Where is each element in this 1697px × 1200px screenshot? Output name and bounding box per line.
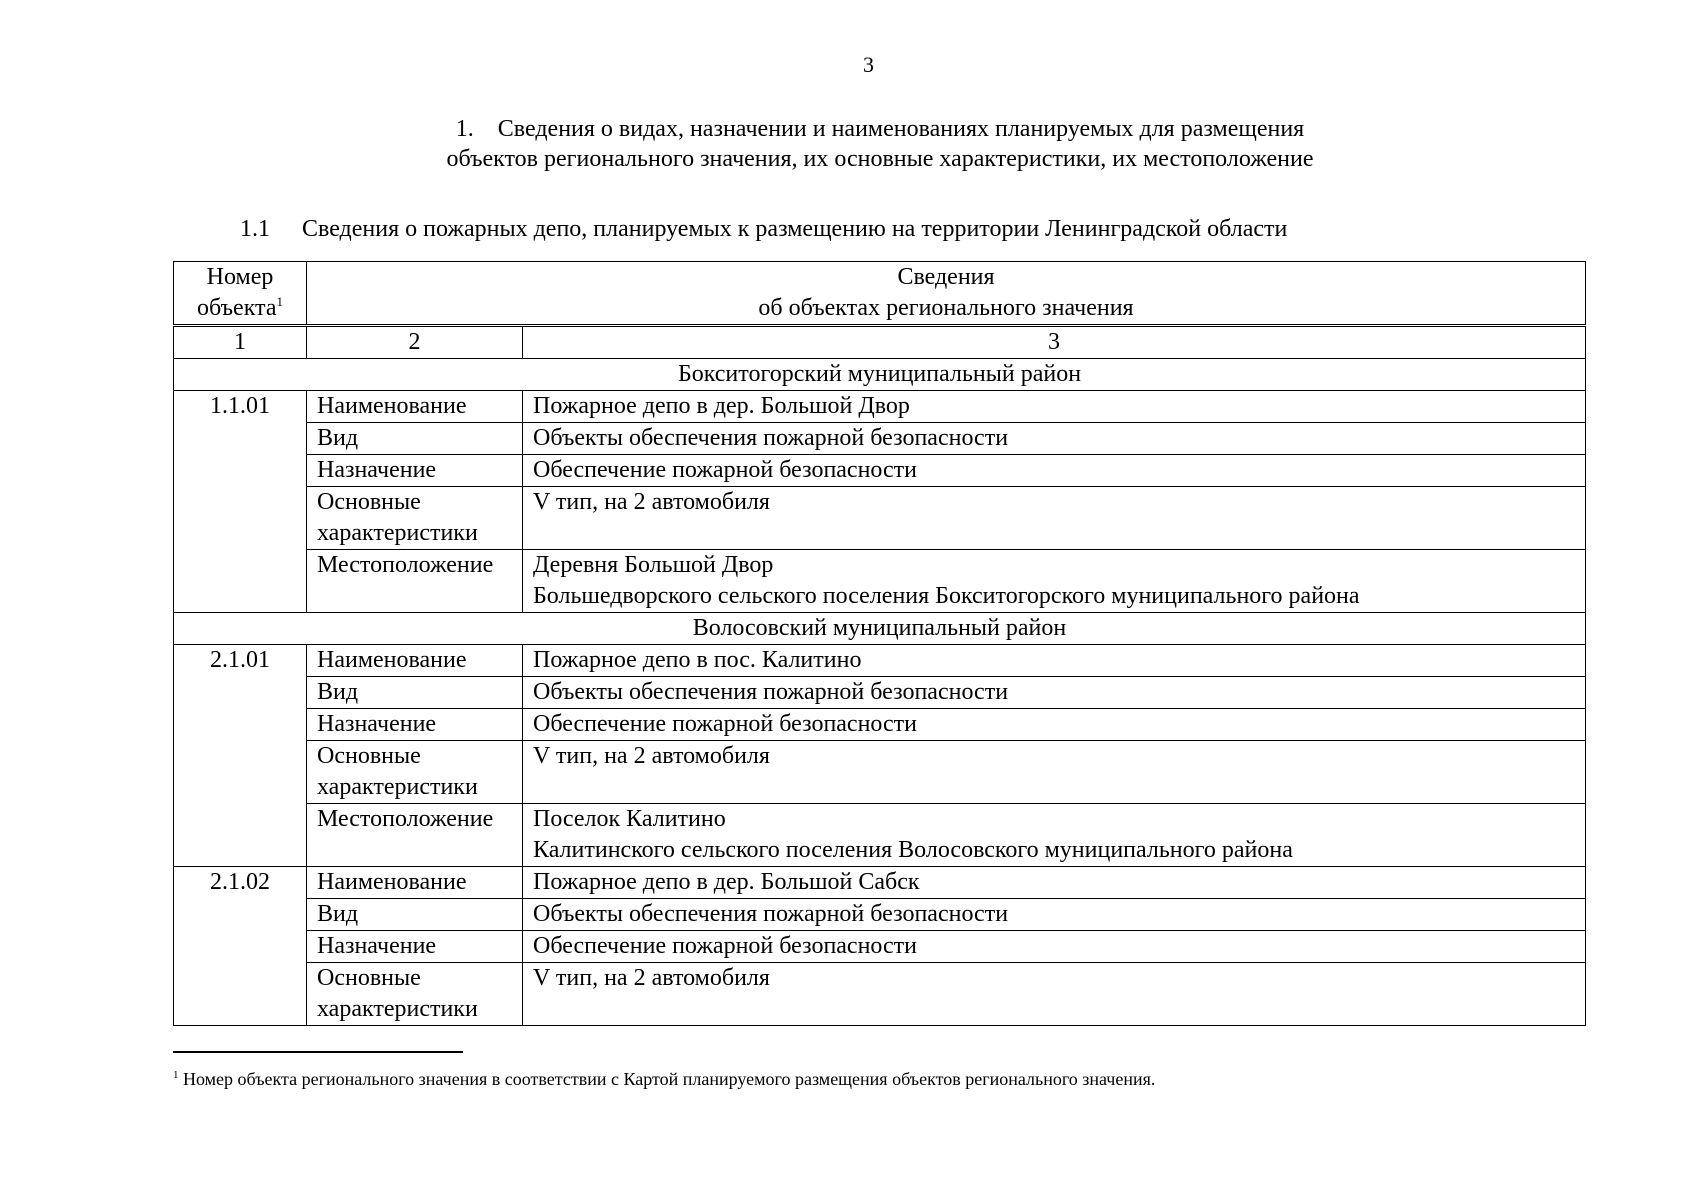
column-number-2: 2 <box>307 326 523 359</box>
label-characteristics-line-2: характеристики <box>317 774 478 800</box>
value-characteristics: V тип, на 2 автомобиля <box>523 963 1586 1026</box>
value-purpose: Обеспечение пожарной безопасности <box>523 931 1586 963</box>
section-title-text-1: Сведения о видах, назначении и наименованиях планируемых для размещения <box>497 116 1305 142</box>
label-characteristics-line-1: Основные <box>317 489 421 515</box>
district-name: Бокситогорский муниципальный район <box>174 359 1586 391</box>
label-characteristics <box>307 487 523 550</box>
value-location <box>523 804 1586 867</box>
value-name: Пожарное депо в дер. Большой Сабск <box>523 867 1586 899</box>
value-location-line-1: Деревня Большой Двор <box>533 552 774 578</box>
label-characteristics-line-2: характеристики <box>317 520 478 546</box>
column-number-3: 3 <box>523 326 1586 359</box>
footnote-divider <box>173 1051 463 1053</box>
label-purpose: Назначение <box>307 931 523 963</box>
value-kind: Объекты обеспечения пожарной безопасности <box>523 899 1586 931</box>
header-object-number-line-1: Номер <box>206 264 274 290</box>
value-location-line-2: Большедворского сельского поселения Бокситогорского муниципального района <box>533 583 1360 609</box>
label-characteristics-line-1: Основные <box>317 743 421 769</box>
column-number-row <box>174 326 1586 359</box>
table-row <box>174 487 1586 550</box>
label-name: Наименование <box>307 645 523 677</box>
value-purpose: Обеспечение пожарной безопасности <box>523 709 1586 741</box>
header-object-number-word: объекта <box>197 295 277 321</box>
value-characteristics: V тип, на 2 автомобиля <box>523 741 1586 804</box>
value-purpose: Обеспечение пожарной безопасности <box>523 455 1586 487</box>
footnote <box>173 1068 1155 1090</box>
value-characteristics: V тип, на 2 автомобиля <box>523 487 1586 550</box>
label-characteristics <box>307 963 523 1026</box>
section-title <box>300 114 1460 174</box>
label-kind: Вид <box>307 899 523 931</box>
label-purpose: Назначение <box>307 709 523 741</box>
column-number-1: 1 <box>174 326 307 359</box>
subsection-number: 1.1 <box>240 216 270 242</box>
table-row <box>174 804 1586 867</box>
value-location <box>523 550 1586 613</box>
section-title-line-1 <box>300 114 1460 144</box>
footnote-text: Номер объекта регионального значения в соответствии с Картой планируемого размещения объектов регионального значения. <box>178 1069 1156 1089</box>
table-row <box>174 899 1586 931</box>
label-kind: Вид <box>307 423 523 455</box>
label-kind: Вид <box>307 677 523 709</box>
label-name: Наименование <box>307 391 523 423</box>
value-name: Пожарное депо в дер. Большой Двор <box>523 391 1586 423</box>
table-row <box>174 867 1586 899</box>
district-name: Волосовский муниципальный район <box>174 613 1586 645</box>
table-row <box>174 455 1586 487</box>
value-location-line-2: Калитинского сельского поселения Волосовского муниципального района <box>533 837 1293 863</box>
table-row <box>174 645 1586 677</box>
page-number: 3 <box>863 52 874 77</box>
value-kind: Объекты обеспечения пожарной безопасности <box>523 423 1586 455</box>
label-location: Местоположение <box>307 550 523 613</box>
section-title-line-2: объектов регионального значения, их основные характеристики, их местоположение <box>446 146 1314 172</box>
value-name: Пожарное депо в пос. Калитино <box>523 645 1586 677</box>
value-kind: Объекты обеспечения пожарной безопасности <box>523 677 1586 709</box>
label-characteristics <box>307 741 523 804</box>
label-characteristics-line-2: характеристики <box>317 996 478 1022</box>
footnote-marker: 1 <box>173 1069 179 1081</box>
table-row <box>174 391 1586 423</box>
table-row <box>174 741 1586 804</box>
table-row <box>174 709 1586 741</box>
header-object-number-line-2 <box>184 293 296 324</box>
table-header-row <box>174 262 1586 326</box>
section-number: 1. <box>455 116 474 142</box>
district-row <box>174 359 1586 391</box>
object-number: 1.1.01 <box>174 391 307 613</box>
label-characteristics-line-1: Основные <box>317 965 421 991</box>
object-number: 2.1.02 <box>174 867 307 1026</box>
header-details-line-1: Сведения <box>897 264 995 290</box>
table-row <box>174 677 1586 709</box>
table-row <box>174 550 1586 613</box>
table-row <box>174 931 1586 963</box>
subsection-title <box>240 214 1287 244</box>
label-name: Наименование <box>307 867 523 899</box>
district-row <box>174 613 1586 645</box>
object-number: 2.1.01 <box>174 645 307 867</box>
label-location: Местоположение <box>307 804 523 867</box>
table-row <box>174 423 1586 455</box>
header-details <box>307 262 1586 326</box>
header-details-line-2: об объектах регионального значения <box>758 295 1134 321</box>
table-row <box>174 963 1586 1026</box>
value-location-line-1: Поселок Калитино <box>533 806 726 832</box>
depot-table <box>173 261 1586 1026</box>
footnote-reference: 1 <box>276 294 283 309</box>
subsection-title-text: Сведения о пожарных депо, планируемых к размещению на территории Ленинградской области <box>302 216 1288 242</box>
label-purpose: Назначение <box>307 455 523 487</box>
header-object-number <box>174 262 307 326</box>
